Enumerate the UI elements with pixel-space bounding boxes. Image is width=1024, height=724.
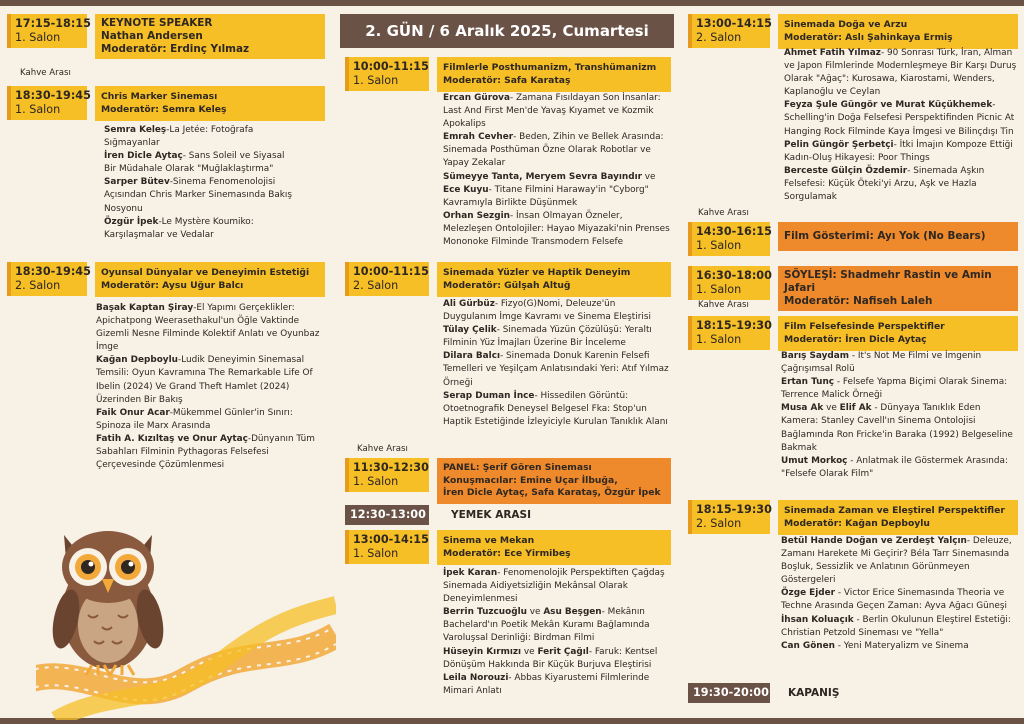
talk-speaker: Berceste Gülçin Özdemir [784, 165, 908, 176]
talk-speaker: Betül Hande Doğan ve Zerdeşt Yalçın [781, 536, 967, 546]
top-border [0, 0, 1024, 6]
session-room: 2. Salon [696, 31, 742, 44]
talk-item [96, 354, 322, 406]
talk-item [96, 433, 322, 472]
keynote-speaker: Nathan Andersen [101, 30, 203, 42]
session-time-box [688, 222, 770, 256]
talk-speaker: Hüseyin Kırmızı [443, 646, 522, 657]
talk-item [781, 402, 1018, 454]
talk-list [784, 47, 1018, 204]
talk-speaker: Musa Ak [781, 403, 824, 414]
talk-title: - Hissedilen Görüntü: Otoetnografik Deneysel Belgesel Fka: Stop'un Haptik Estetiğinde İzleyiciyle Kurulan Tanıklık Alanı [443, 390, 668, 427]
talk-item [443, 324, 671, 350]
talk-speaker: İren Dicle Aytaç [104, 151, 183, 162]
talk-speaker: Fatih A. Kızıltaş ve Onur Aytaç [96, 433, 248, 444]
session-time-box [688, 500, 770, 534]
session-time: 16:30-18:00 [696, 269, 772, 282]
session-title: Sinemada Zaman ve Eleştirel Perspektifler [784, 505, 1005, 516]
talk-item [781, 350, 1018, 376]
lunch-time: 12:30-13:00 [345, 505, 429, 525]
closing-time: 19:30-20:00 [688, 683, 770, 703]
coffee-break-label: Kahve Arası [357, 444, 408, 454]
talk-title: - Victor Erice Sinemasında Theoria ve Techne Arasında Geçen Zaman: Ayva Ağacı Güneşi [781, 588, 1007, 612]
talk-speaker: Can Gönen [781, 640, 835, 651]
talk-list [443, 567, 671, 698]
session-time-box [345, 458, 429, 492]
talk-title: ve [823, 403, 840, 414]
talk-item [443, 350, 671, 389]
session-title: Filmlerle Posthumanizm, Transhümanizm [443, 62, 657, 73]
talk-title: ve [526, 607, 544, 618]
talk-title: - Faruk: Kentsel Dönüşüm Hakkında Bir Küçük Burjuva Eleştirisi [443, 646, 658, 670]
talk-item [784, 139, 1018, 165]
session-title: Oyunsal Dünyalar ve Deneyimin Estetiği [101, 267, 310, 278]
session-moderator: Moderatör: Safa Karataş [443, 74, 571, 86]
talk-title: - Sans Soleil ve Siyasal Bir Müdahale Olarak "Muğlaklaştırma" [104, 151, 285, 175]
talk-list [104, 124, 296, 242]
session-title-box [437, 458, 671, 504]
session-room: 1. Salon [696, 283, 742, 296]
talk-item [781, 614, 1018, 640]
session-room: 1. Salon [353, 547, 399, 560]
talk-item [104, 150, 296, 176]
session-time: 18:15-19:30 [696, 503, 772, 516]
session-title: Sinema ve Mekan [443, 535, 535, 546]
session-title: Film Felsefesinde Perspektifler [784, 321, 945, 332]
session-time-box [7, 14, 91, 48]
talk-item [96, 407, 322, 433]
talk-title: - Deleuze, Zamanı Harekete Mi Geçirir? Béla Tarr Sinemasında Boşluk, Sessizlik ve Anlatının Görünmeyen Göstergeleri [781, 536, 1012, 586]
talk-item [781, 640, 1018, 653]
talk-title: -El Yapımı Gerçeklikler: Apichatpong Weerasethakul'un Öğle Vaktinde Gizemli Nesne Filminde Kolektif Anlatı ve Oyunbaz İmge [96, 303, 320, 353]
talk-item [104, 216, 296, 242]
talk-item [443, 298, 671, 324]
session-panel [345, 458, 671, 504]
session-title: KEYNOTE SPEAKER [101, 17, 213, 29]
talk-title: ve [521, 646, 538, 657]
talk-speaker: Ahmet Fatih Yılmaz [784, 48, 881, 58]
talk-item [784, 47, 1018, 99]
panel-title: PANEL: Şerif Gören Sineması [443, 462, 592, 473]
talk-speaker: Özge Ejder [781, 588, 836, 599]
talk-title: - İnsan Olmayan Özneler, Melezleşen Ontolojiler: Hayao Miyazaki'nin Prenses Mononoke Filminde Transmodern Felsefe [443, 210, 670, 248]
talk-item [443, 171, 671, 184]
talk-speaker: Tülay Çelik [443, 325, 497, 336]
talk-item [96, 302, 322, 354]
session-posthumanism [345, 57, 671, 92]
session-moderator: Moderatör: Semra Keleş [101, 103, 227, 115]
lunch-label: YEMEK ARASI [451, 509, 531, 521]
session-closing [688, 683, 1018, 703]
talk-title: - Sinemada Aşkın Felsefesi: Küçük Öteki'yi Arzu, Aşk ve Hazla Sorgulamak [784, 165, 985, 203]
session-room: 1. Salon [353, 74, 399, 87]
session-time: 18:30-19:45 [15, 265, 91, 278]
panel-speakers: Konuşmacılar: Emine Uçar İlbuğa, [443, 474, 618, 486]
interview-moderator: Moderatör: Nafiseh Laleh [784, 295, 933, 307]
talk-item [443, 567, 671, 606]
talk-title: - Abbas Kiyarustemi Filmlerinde Mimari Anlatı [443, 672, 650, 696]
session-room: 2. Salon [696, 517, 742, 530]
talk-item [443, 131, 671, 170]
session-film-philosophy [688, 316, 1018, 351]
session-time-box [688, 316, 770, 350]
talk-speaker: Başak Kaptan Şiray [96, 303, 194, 313]
talk-speaker: Dilara Balcı [443, 351, 500, 362]
talk-speaker: Ferit Çağıl [537, 646, 589, 657]
session-room: 1. Salon [15, 31, 61, 44]
session-time-box [688, 266, 770, 300]
talk-title: - Mekânın Bachelard'ın Poetik Mekân Kuramı Bağlamında Varoluşsal Derinliği: Birdman Filmi [443, 607, 650, 644]
session-time: 14:30-16:15 [696, 225, 772, 238]
talk-title: -Mükemmel Günler'in Sınırı: Spinoza ile Marx Arasında [96, 407, 293, 431]
closing-label: KAPANIŞ [788, 687, 840, 699]
coffee-break-label: Kahve Arası [698, 208, 749, 218]
talk-speaker: Barış Saydam [781, 351, 850, 361]
session-time-box [688, 14, 770, 48]
talk-speaker: Kağan Depboylu [96, 355, 178, 366]
talk-item [443, 606, 671, 645]
talk-speaker: Faik Onur Acar [96, 407, 170, 418]
talk-title: -Dünyanın Tüm Sabahları Filminin Pythagoras Felsefesi Çerçevesinde Çözümlenmesi [96, 433, 315, 471]
talk-item [104, 124, 296, 150]
session-room: 1. Salon [696, 333, 742, 346]
talk-title: - Yeni Materyalizm ve Sinema [834, 640, 969, 651]
talk-item [443, 672, 671, 698]
talk-title: -Le Mystère Koumiko: Karşılaşmalar ve Vedalar [104, 216, 254, 240]
talk-title: - Fizyo(G)Nomi, Deleuze'ün Duygulanım İmge Kavramı ve Sinema Eleştirisi [443, 299, 651, 323]
talk-item [443, 184, 671, 210]
talk-speaker: Feyza Şule Güngör ve Murat Küçükhemek [784, 100, 993, 111]
talk-item [443, 210, 671, 249]
session-moderator: Moderatör: Gülşah Altuğ [443, 279, 571, 291]
session-time: 11:30-12:30 [353, 461, 429, 474]
session-nature-desire [688, 14, 1018, 49]
session-title-box [778, 500, 1018, 535]
interview-title: SÖYLEŞİ: Shadmehr Rastin ve Amin Jafari [784, 269, 992, 294]
talk-speaker: Semra Keleş [104, 125, 167, 135]
session-time-box [7, 86, 91, 120]
talk-title: - 90 Sonrası Türk, İran, Alman ve Japon Filmlerinde Modernleşmeye Bir Karşı Duruş Olarak "Ağaç": Kurosawa, Kiarostami, Wenders, Kaplanoğlu ve Ceylan [784, 48, 1017, 98]
talk-speaker: Sümeyye Tanta, Meryem Sevra Bayındır [443, 171, 642, 182]
talk-speaker: Serap Duman İnce [443, 390, 535, 401]
talk-list [443, 298, 671, 429]
session-keynote [7, 14, 325, 59]
talk-item [443, 646, 671, 672]
session-chris-marker [7, 86, 325, 121]
talk-item [781, 455, 1018, 481]
talk-title: - Fenomenolojik Perspektiften Çağdaş Sinemada Aidiyetsizliğin Mekânsal Olarak Deneyimlenmesi [443, 568, 665, 605]
talk-item [443, 92, 671, 131]
session-time: 18:15-19:30 [696, 319, 772, 332]
talk-item [443, 390, 671, 429]
session-moderator: Moderatör: Aysu Uğur Balcı [101, 279, 244, 291]
talk-title: - Beden, Zihin ve Bellek Arasında: Sinemada Posthüman Özne Olarak Robotlar ve Yapay Zekalar [443, 132, 664, 169]
session-room: 1. Salon [353, 475, 399, 488]
session-title-box [437, 57, 671, 92]
talk-speaker: Emrah Cevher [443, 132, 514, 143]
talk-title: - Sinemada Donuk Karenin Felsefi Temelleri ve Yeşilçam Anlatısındaki Yeri: Atıf Yılmaz Örneği [443, 351, 669, 388]
session-room: 1. Salon [15, 103, 61, 116]
session-title: Sinemada Doğa ve Arzu [784, 19, 908, 30]
talk-title: -La Jetée: Fotoğrafa Sığmayanlar [104, 125, 254, 149]
talk-item [104, 176, 296, 215]
talk-title: - Felsefe Yapma Biçimi Olarak Sinema: Terrence Malick Örneği [781, 377, 1008, 401]
session-time: 10:00-11:15 [353, 60, 429, 73]
session-time-box [345, 262, 429, 296]
talk-speaker: Pelin Güngör Şerbetçi [784, 139, 894, 150]
session-title: Chris Marker Sineması [101, 91, 218, 102]
session-ludic [7, 262, 325, 297]
talk-title: - Dünyaya Tanıklık Eden Kamera: Stanley Cavell'ın Sinema Ontolojisi Bağlamında Ron Fricke'in Baraka (1992) Belgeseline Bakmak [781, 403, 1013, 453]
session-title: Sinemada Yüzler ve Haptik Deneyim [443, 267, 631, 278]
coffee-break-label: Kahve Arası [698, 300, 749, 310]
talk-speaker: Berrin Tuzcuoğlu [443, 607, 527, 618]
talk-speaker: Leila Norouzi [443, 672, 509, 683]
talk-title: - Sinemada Yüzün Çözülüşü: Yeraltı Filminin Yüz İmajları Üzerine Bir İnceleme [443, 325, 652, 349]
talk-item [781, 587, 1018, 613]
panel-speakers-cont: İren Dicle Aytaç, Safa Karataş, Özgür İpek [443, 487, 661, 498]
session-title-box [95, 86, 325, 121]
session-time: 13:00-14:15 [353, 533, 429, 546]
talk-title: ve [641, 171, 656, 182]
session-moderator: Moderatör: Aslı Şahinkaya Ermiş [784, 31, 953, 43]
talk-speaker: Ercan Gürova [443, 93, 510, 103]
talk-speaker: Ali Gürbüz [443, 299, 495, 309]
session-time: 13:00-14:15 [696, 17, 772, 30]
session-title-box [95, 14, 325, 59]
talk-title: - Schelling'in Doğa Felsefesi Perspektifinden Picnic At Hanging Rock Filminde Kaya İmgesi ve Bilinçdışı Tin [784, 100, 1015, 137]
talk-title: -Ludik Deneyimin Sinemasal Temsili: Oyun Kavramına The Remarkable Life Of Ibelin (2024) Ve Grand Theft Hamlet (2024) Üzerinden Bir Bakış [96, 355, 313, 405]
session-time-box [345, 57, 429, 91]
film-title: Film Gösterimi: Ayı Yok (No Bears) [778, 222, 1018, 251]
day-title: 2. GÜN / 6 Aralık 2025, Cumartesi [340, 14, 674, 48]
session-lunch [345, 505, 671, 525]
talk-speaker: İhsan Koluaçık [781, 614, 854, 625]
session-faces [345, 262, 671, 297]
talk-list [781, 350, 1018, 481]
talk-item [781, 376, 1018, 402]
session-time: 10:00-11:15 [353, 265, 429, 278]
session-title-box [778, 316, 1018, 351]
talk-item [784, 99, 1018, 138]
session-moderator: Moderatör: Ece Yirmibeş [443, 547, 571, 559]
session-room: 2. Salon [15, 279, 61, 292]
talk-title: - İtki İmajın Kompoze Ettiği Kadın-Oluş Hikayesi: Poor Things [784, 139, 1013, 163]
coffee-break-label: Kahve Arası [20, 68, 71, 78]
talk-title: - Berlin Okulunun Eleştirel Estetiği: Christian Petzold Sineması ve "Yella" [781, 614, 1011, 638]
talk-list [96, 302, 322, 472]
session-title-box [437, 530, 671, 565]
owl-illustration [36, 515, 336, 720]
talk-speaker: Orhan Sezgin [443, 210, 510, 221]
session-room: 1. Salon [696, 239, 742, 252]
talk-speaker: Ece Kuyu [443, 184, 489, 195]
session-title-box [95, 262, 325, 297]
session-time-critique [688, 500, 1018, 535]
session-time: 18:30-19:45 [15, 89, 91, 102]
session-space [345, 530, 671, 565]
session-title-box [437, 262, 671, 297]
owl-icon [48, 531, 168, 675]
session-title-box [778, 14, 1018, 49]
talk-item [781, 535, 1018, 587]
talk-list [781, 535, 1018, 653]
talk-speaker: Umut Morkoç [781, 455, 848, 466]
talk-title: -Sinema Fenomenolojisi Açısından Chris Marker Sinemasında Bakış Nosyonu [104, 177, 293, 214]
talk-title: - Anlatmak ile Göstermek Arasında: "Felsefe Olarak Film" [781, 455, 1008, 479]
session-film-screening [688, 222, 1018, 256]
session-title-box [778, 266, 1018, 311]
session-moderator: Moderatör: Erdinç Yılmaz [101, 43, 250, 55]
talk-title: - It's Not Me Filmi ve İmgenin Çağrışımsal Rolü [781, 351, 982, 375]
session-time-box [7, 262, 91, 296]
session-moderator: Moderatör: İren Dicle Aytaç [784, 333, 927, 345]
talk-speaker: İpek Karan [443, 568, 498, 578]
session-room: 2. Salon [353, 279, 399, 292]
talk-item [784, 165, 1018, 204]
session-time-box [345, 530, 429, 564]
talk-title: - Zamana Fısıldayan Son İnsanlar: Last And First Men'de Yavaş Kıyamet ve Kozmik Apokalips [443, 93, 661, 130]
talk-speaker: Özgür İpek [104, 216, 159, 227]
talk-speaker: Asu Beşgen [543, 607, 602, 618]
session-moderator: Moderatör: Kağan Depboylu [784, 517, 930, 529]
talk-speaker: Elif Ak [839, 403, 872, 414]
talk-title: - Titane Filmini Haraway'in "Cyborg" Kavramıyla Birlikte Düşünmek [443, 184, 649, 208]
talk-speaker: Sarper Bütev [104, 177, 170, 188]
talk-list [443, 92, 671, 249]
session-time: 17:15-18:15 [15, 17, 91, 30]
talk-speaker: Ertan Tunç [781, 377, 835, 388]
